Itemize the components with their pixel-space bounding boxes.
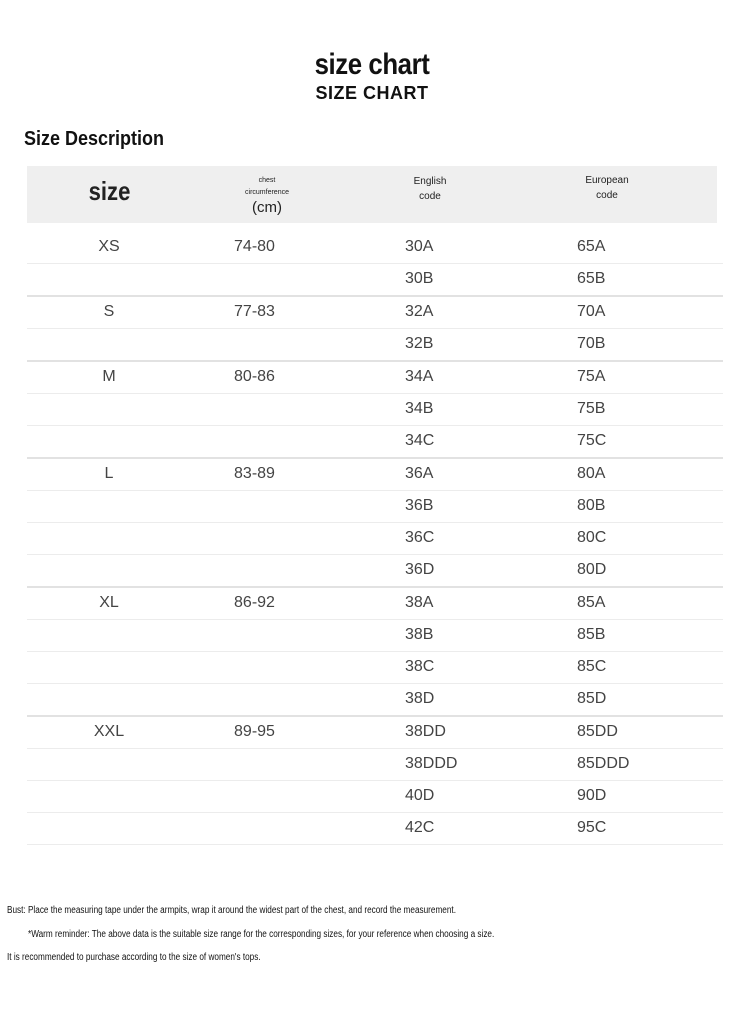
table-row — [27, 813, 723, 845]
cell-chest: 86-92 — [234, 594, 275, 611]
section-title: Size Description — [24, 128, 165, 150]
cell-chest: 89-95 — [234, 723, 275, 740]
cell-size: L — [104, 465, 114, 482]
header-chest — [227, 175, 307, 217]
header-chest-unit: (cm) — [252, 199, 282, 216]
header-english-code: English code — [413, 176, 447, 202]
cell-european-code: 90D — [577, 787, 607, 804]
table-row — [27, 684, 723, 717]
cell-european-code: 80B — [577, 497, 606, 514]
cell-european-code: 85C — [577, 658, 607, 675]
cell-european-code: 85DD — [577, 723, 618, 740]
cell-size: S — [103, 303, 115, 320]
note-warm-reminder: *Warm reminder: The above data is the suitable size range for the corresponding sizes, for your reference when choosing a size. — [28, 929, 495, 940]
cell-european-code: 85B — [577, 626, 606, 643]
cell-european-code: 85DDD — [577, 755, 630, 772]
cell-european-code: 95C — [577, 819, 607, 836]
cell-english-code: 38B — [405, 626, 434, 643]
cell-english-code: 36B — [405, 497, 434, 514]
cell-english-code: 34C — [405, 432, 435, 449]
table-row — [27, 652, 723, 684]
table-row — [27, 329, 723, 362]
table-row — [27, 232, 723, 264]
cell-size: XS — [98, 238, 120, 255]
cell-english-code: 42C — [405, 819, 435, 836]
cell-english-code: 36C — [405, 529, 435, 546]
table-header — [27, 166, 717, 223]
cell-chest: 80-86 — [234, 368, 275, 385]
page-subtitle: SIZE CHART — [315, 83, 429, 103]
table-row — [27, 264, 723, 297]
cell-english-code: 38D — [405, 690, 435, 707]
cell-european-code: 80A — [577, 465, 606, 482]
table-row — [27, 717, 723, 749]
cell-english-code: 38DD — [405, 723, 446, 740]
cell-european-code: 75C — [577, 432, 607, 449]
table-row — [27, 781, 723, 813]
cell-european-code: 75A — [577, 368, 606, 385]
cell-english-code: 38C — [405, 658, 435, 675]
table-row — [27, 523, 723, 555]
cell-european-code: 80C — [577, 529, 607, 546]
cell-european-code: 70A — [577, 303, 606, 320]
header-size: size — [88, 176, 131, 206]
cell-european-code: 65A — [577, 238, 606, 255]
cell-european-code: 65B — [577, 270, 606, 287]
cell-size: XL — [99, 594, 119, 611]
cell-european-code: 85D — [577, 690, 607, 707]
cell-european-code: 80D — [577, 561, 607, 578]
table-row — [27, 620, 723, 652]
table-row — [27, 426, 723, 459]
cell-english-code: 40D — [405, 787, 435, 804]
header-european-code: European code — [585, 175, 629, 201]
note-bust: Bust: Place the measuring tape under the armpits, wrap it around the widest part of the chest, and record the measurement. — [7, 905, 456, 916]
table-row — [27, 491, 723, 523]
cell-english-code: 38A — [405, 594, 434, 611]
size-table-body — [27, 232, 723, 845]
cell-english-code: 36D — [405, 561, 435, 578]
page-title: size chart — [314, 48, 430, 81]
note-recommendation: It is recommended to purchase according to the size of women's tops. — [7, 952, 261, 963]
table-row — [27, 394, 723, 426]
table-row — [27, 555, 723, 588]
table-row — [27, 588, 723, 620]
table-row — [27, 297, 723, 329]
header-chest-label: chest circumference — [245, 177, 289, 196]
cell-english-code: 32A — [405, 303, 434, 320]
cell-size: M — [102, 368, 116, 385]
cell-european-code: 70B — [577, 335, 606, 352]
cell-english-code: 34A — [405, 368, 434, 385]
cell-english-code: 34B — [405, 400, 434, 417]
cell-size: XXL — [93, 723, 125, 740]
cell-english-code: 30B — [405, 270, 434, 287]
cell-english-code: 38DDD — [405, 755, 458, 772]
table-row — [27, 362, 723, 394]
cell-english-code: 32B — [405, 335, 434, 352]
cell-chest: 77-83 — [234, 303, 275, 320]
table-row — [27, 459, 723, 491]
table-row — [27, 749, 723, 781]
cell-chest: 83-89 — [234, 465, 275, 482]
cell-english-code: 36A — [405, 465, 434, 482]
cell-european-code: 75B — [577, 400, 606, 417]
cell-european-code: 85A — [577, 594, 606, 611]
cell-english-code: 30A — [405, 238, 434, 255]
cell-chest: 74-80 — [234, 238, 275, 255]
